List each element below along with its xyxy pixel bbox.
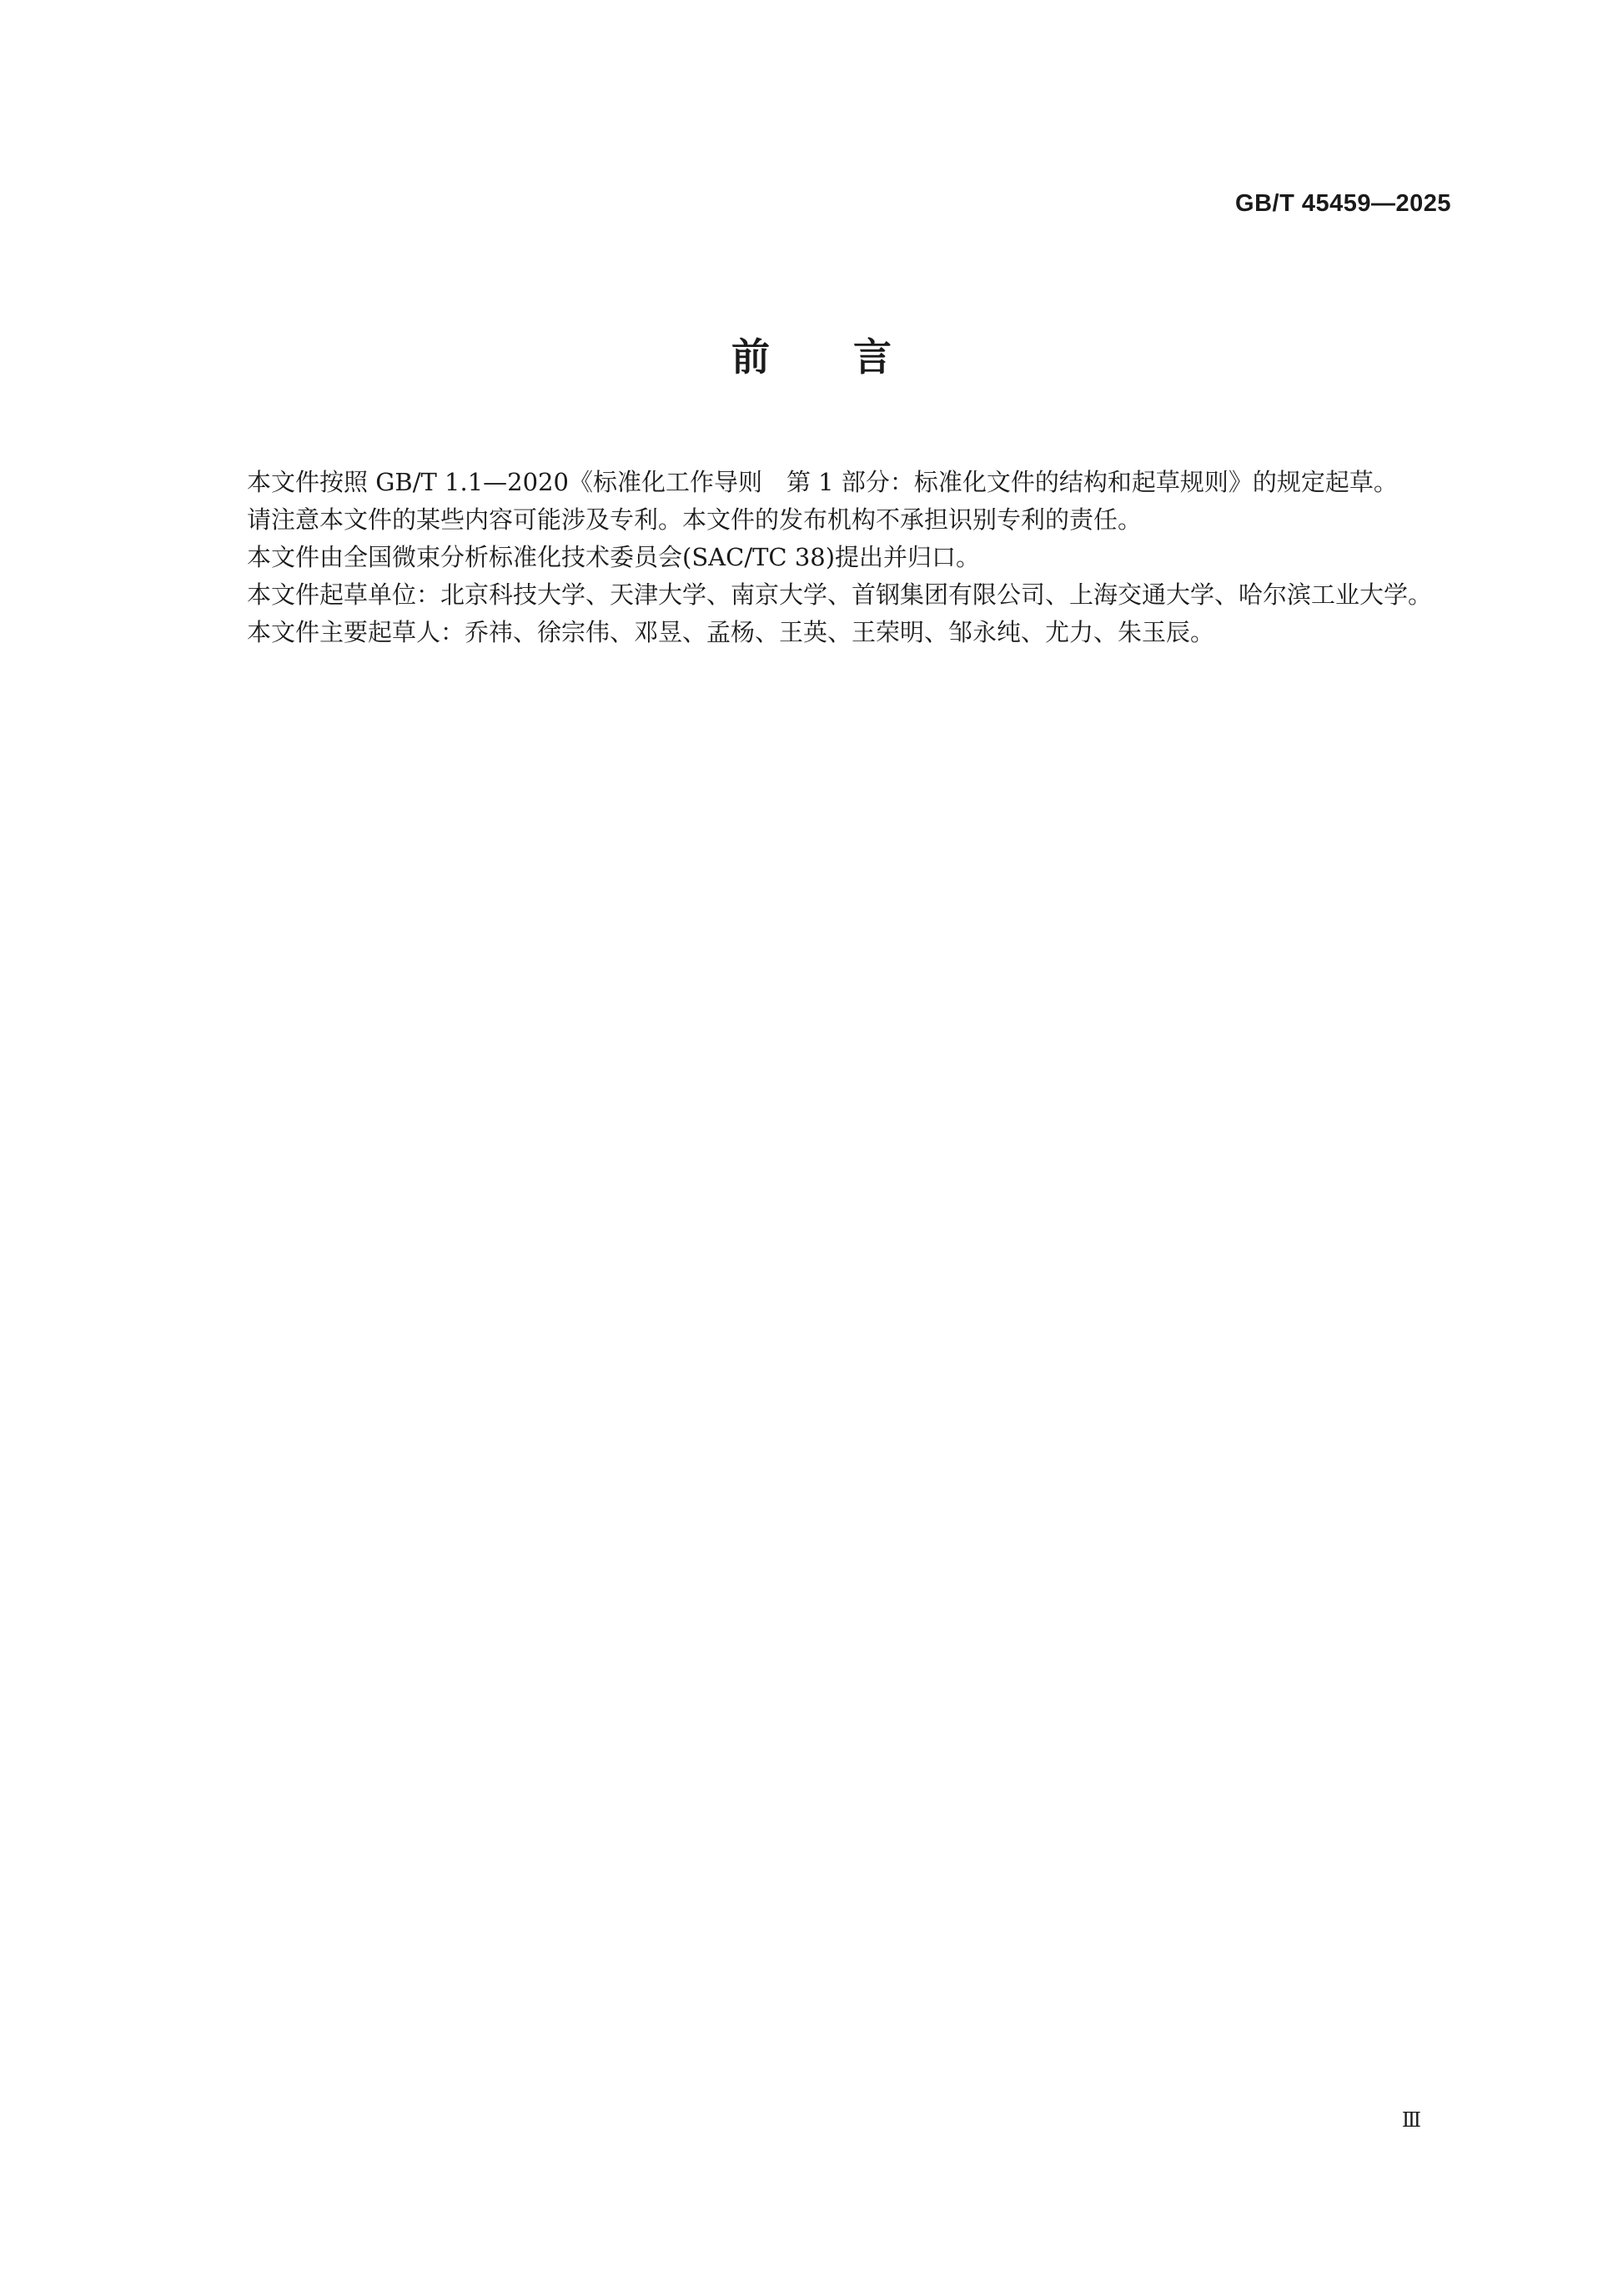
standard-number: GB/T 45459—2025 [1235,190,1451,217]
paragraph-drafting-rules: 本文件按照 GB/T 1.1—2020《标准化工作导则 第 1 部分：标准化文件的结构和起草规则》的规定起草。 [247,468,1398,496]
paragraph-proposer: 本文件由全国微束分析标准化技术委员会(SAC/TC 38)提出并归口。 [247,543,981,571]
paragraph-drafting-units: 本文件起草单位：北京科技大学、天津大学、南京大学、首钢集团有限公司、上海交通大学、哈尔滨工业大学。 [247,580,1433,609]
page-number: Ⅲ [1401,2108,1421,2132]
paragraph-drafters: 本文件主要起草人：乔祎、徐宗伟、邓昱、孟杨、王英、王荣明、邹永纯、尤力、朱玉辰。 [247,618,1215,646]
preface-body [197,464,1451,651]
paragraph-patent-notice: 请注意本文件的某些内容可能涉及专利。本文件的发布机构不承担识别专利的责任。 [247,505,1143,534]
page-title: 前言 [731,334,975,379]
